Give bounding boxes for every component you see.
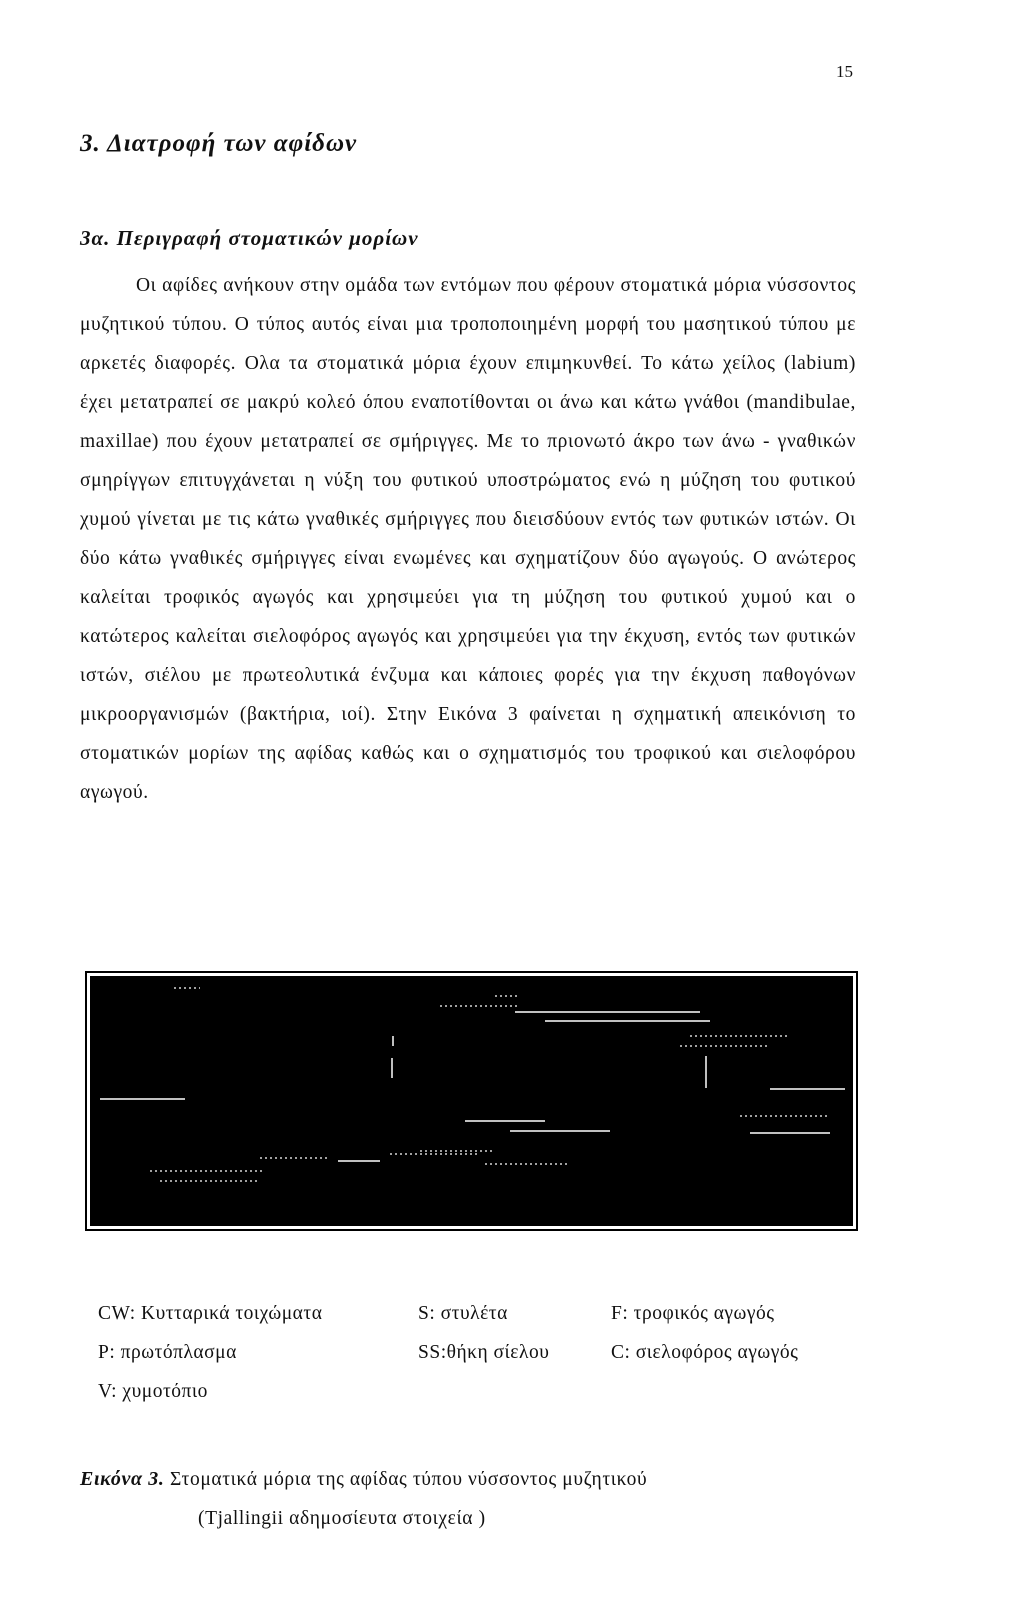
- legend-protoplasm: P: πρωτόπλασμα: [98, 1342, 237, 1363]
- legend-stylets: S: στυλέτα: [418, 1303, 508, 1324]
- figure-image: [87, 973, 856, 1229]
- legend-food-canal: F: τροφικός αγωγός: [611, 1303, 775, 1324]
- body-paragraph: Οι αφίδες ανήκουν στην ομάδα των εντόμων που φέρουν στοματικά μόρια νύσσοντος μυζητικού τύπου. Ο τύπος αυτός είναι μια τροποποιημένη μορφή του μασητικού τύπου με αρκετές διαφορές. Ολα τα στοματικά μόρια έχουν επιμηκυνθεί. Το κάτω χείλος (labium) έχει μετατραπεί σε μακρύ κολεό όπου εναποτίθονται οι άνω και κάτω γνάθοι (mandibulae, maxillae) που έχουν μετατραπεί σε σμήριγγες. Με το πριονωτό άκρο των άνω - γναθικών σμηρίγγων επιτυγχάνεται η νύξη του φυτικού υποστρώματος ενώ η μύζηση του φυτικού χυμού γίνεται με τις κάτω γναθικές σμήριγγες που διεισδύουν εντός των φυτικών ιστών. Οι δύο κάτω γναθικές σμήριγγες είναι ενωμένες και σχηματίζουν δύο αγωγούς. Ο ανώτερος καλείται τροφικός αγωγός και χρησιμεύει για τη μύζηση του φυτικού χυμού και ο κατώτερος καλείται σιελοφόρος αγωγός και χρησιμεύει για την έκχυση, εντός των φυτικών ιστών, σιέλου με πρωτεολυτικά ένζυμα και κάποιες φορές για την έκχυση παθογόνων μικροοργανισμών (βακτήρια, ιοί). Στην Εικόνα 3 φαίνεται η σχηματική απεικόνιση το στοματικών μορίων της αφίδας καθώς και ο σχηματισμός του τροφικού και σιελοφόρου αγωγού.: [80, 275, 856, 803]
- figure-illustration: [90, 976, 853, 1226]
- legend-salivary-canal: C: σιελοφόρος αγωγός: [611, 1342, 799, 1363]
- section-title: 3. Διατροφή των αφίδων: [80, 130, 358, 157]
- legend-salivary-sheath: SS:θήκη σίελου: [418, 1342, 550, 1363]
- caption-label: Εικόνα 3.: [80, 1468, 165, 1490]
- page-number: 15: [836, 62, 853, 81]
- legend-cell-walls: CW: Κυτταρικά τοιχώματα: [98, 1303, 323, 1324]
- caption-line2: (Tjallingii αδημοσίευτα στοιχεία ): [198, 1508, 486, 1529]
- figure-legend: [98, 1303, 858, 1420]
- figure-caption: [80, 1460, 860, 1538]
- legend-row: [98, 1381, 858, 1420]
- subsection-title: 3α. Περιγραφή στοματικών μορίων: [80, 226, 419, 250]
- legend-vacuole: V: χυμοτόπιο: [98, 1381, 208, 1402]
- legend-row: [98, 1342, 858, 1381]
- legend-row: [98, 1303, 858, 1342]
- caption-line1: Στοματικά μόρια της αφίδας τύπου νύσσοντος μυζητικού: [169, 1469, 648, 1490]
